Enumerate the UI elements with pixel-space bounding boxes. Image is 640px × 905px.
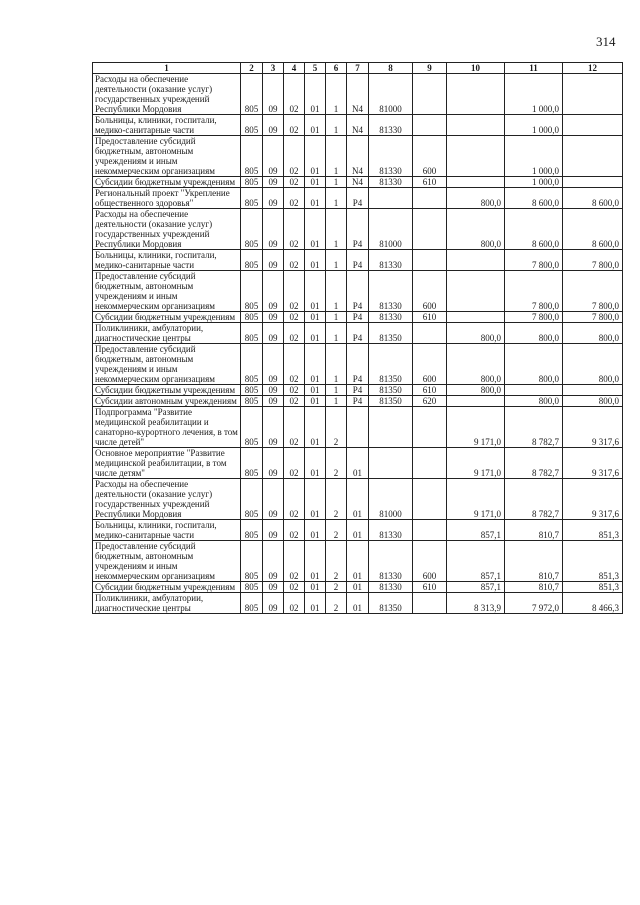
amount-year-2: 8 600,0	[505, 209, 563, 250]
code-subprogram: 2	[326, 520, 347, 541]
code-subsection: 02	[284, 582, 305, 593]
amount-year-1: 857,1	[447, 541, 505, 582]
code-expense-type: 610	[413, 312, 447, 323]
amount-year-2	[505, 385, 563, 396]
code-section: 09	[263, 209, 284, 250]
code-gov: 805	[241, 407, 263, 448]
row-name: Региональный проект "Укрепление общественного здоровья"	[93, 188, 241, 209]
row-name: Поликлиники, амбулатории, диагностические центры	[93, 323, 241, 344]
code-subprogram: 1	[326, 385, 347, 396]
amount-year-3: 8 600,0	[563, 188, 623, 209]
amount-year-2: 1 000,0	[505, 177, 563, 188]
code-subsection: 02	[284, 448, 305, 479]
row-name: Субсидии бюджетным учреждениям	[93, 177, 241, 188]
code-subprogram: 1	[326, 271, 347, 312]
code-program: 01	[305, 582, 326, 593]
code-direction: 81330	[369, 177, 413, 188]
code-section: 09	[263, 582, 284, 593]
code-gov: 805	[241, 541, 263, 582]
amount-year-3: 7 800,0	[563, 271, 623, 312]
code-event: P4	[347, 312, 369, 323]
code-subsection: 02	[284, 250, 305, 271]
amount-year-3: 8 600,0	[563, 209, 623, 250]
amount-year-3: 800,0	[563, 344, 623, 385]
amount-year-3	[563, 177, 623, 188]
amount-year-3: 851,3	[563, 520, 623, 541]
code-section: 09	[263, 312, 284, 323]
code-expense-type: 620	[413, 396, 447, 407]
code-subprogram: 2	[326, 582, 347, 593]
code-section: 09	[263, 448, 284, 479]
code-gov: 805	[241, 323, 263, 344]
table-row	[93, 385, 623, 396]
row-name: Больницы, клиники, госпитали, медико-санитарные части	[93, 250, 241, 271]
amount-year-2: 800,0	[505, 323, 563, 344]
code-direction: 81330	[369, 582, 413, 593]
code-gov: 805	[241, 312, 263, 323]
code-section: 09	[263, 323, 284, 344]
code-program: 01	[305, 177, 326, 188]
row-name: Субсидии бюджетным учреждениям	[93, 385, 241, 396]
code-subprogram: 1	[326, 323, 347, 344]
row-name: Предоставление субсидий бюджетным, автономным учреждениям и иным некоммерческим организациям	[93, 541, 241, 582]
code-gov: 805	[241, 271, 263, 312]
amount-year-3	[563, 385, 623, 396]
code-program: 01	[305, 448, 326, 479]
amount-year-2: 8 600,0	[505, 188, 563, 209]
code-event: P4	[347, 323, 369, 344]
code-event: P4	[347, 271, 369, 312]
code-expense-type	[413, 209, 447, 250]
code-expense-type	[413, 479, 447, 520]
code-program: 01	[305, 385, 326, 396]
code-event	[347, 407, 369, 448]
amount-year-2: 8 782,7	[505, 407, 563, 448]
table-row	[93, 271, 623, 312]
code-section: 09	[263, 593, 284, 614]
table-row	[93, 136, 623, 177]
code-program: 01	[305, 74, 326, 115]
code-subprogram: 2	[326, 479, 347, 520]
table-row	[93, 344, 623, 385]
code-direction: 81330	[369, 520, 413, 541]
code-section: 09	[263, 520, 284, 541]
code-subprogram: 2	[326, 593, 347, 614]
code-event: N4	[347, 177, 369, 188]
col-header: 3	[263, 63, 284, 74]
amount-year-1: 800,0	[447, 323, 505, 344]
table-row	[93, 520, 623, 541]
table-row	[93, 323, 623, 344]
code-expense-type	[413, 323, 447, 344]
amount-year-3: 9 317,6	[563, 479, 623, 520]
code-subsection: 02	[284, 312, 305, 323]
col-header: 5	[305, 63, 326, 74]
table-row	[93, 541, 623, 582]
code-subprogram: 1	[326, 115, 347, 136]
code-expense-type: 600	[413, 541, 447, 582]
code-gov: 805	[241, 188, 263, 209]
code-gov: 805	[241, 115, 263, 136]
code-subsection: 02	[284, 593, 305, 614]
amount-year-1: 9 171,0	[447, 407, 505, 448]
amount-year-1	[447, 74, 505, 115]
row-name: Предоставление субсидий бюджетным, автономным учреждениям и иным некоммерческим организациям	[93, 271, 241, 312]
amount-year-3: 8 466,3	[563, 593, 623, 614]
page-number: 314	[596, 34, 616, 49]
code-direction: 81350	[369, 593, 413, 614]
code-direction: 81000	[369, 209, 413, 250]
code-event: 01	[347, 541, 369, 582]
amount-year-2: 7 800,0	[505, 250, 563, 271]
amount-year-2: 1 000,0	[505, 74, 563, 115]
code-program: 01	[305, 323, 326, 344]
code-event: 01	[347, 593, 369, 614]
amount-year-1	[447, 396, 505, 407]
code-event: 01	[347, 479, 369, 520]
amount-year-2: 810,7	[505, 541, 563, 582]
table-row	[93, 448, 623, 479]
col-header: 11	[505, 63, 563, 74]
code-direction	[369, 188, 413, 209]
code-event: P4	[347, 250, 369, 271]
code-section: 09	[263, 385, 284, 396]
code-section: 09	[263, 136, 284, 177]
col-header: 9	[413, 63, 447, 74]
table-row	[93, 593, 623, 614]
code-expense-type: 610	[413, 177, 447, 188]
table-row	[93, 209, 623, 250]
row-name: Основное мероприятие "Развитие медицинской реабилитации, в том числе детям"	[93, 448, 241, 479]
table-row	[93, 396, 623, 407]
code-program: 01	[305, 209, 326, 250]
amount-year-2: 1 000,0	[505, 115, 563, 136]
code-program: 01	[305, 136, 326, 177]
code-section: 09	[263, 271, 284, 312]
code-subsection: 02	[284, 479, 305, 520]
code-direction: 81350	[369, 385, 413, 396]
code-subprogram: 1	[326, 188, 347, 209]
code-gov: 805	[241, 177, 263, 188]
code-event: P4	[347, 385, 369, 396]
table-row	[93, 74, 623, 115]
code-section: 09	[263, 74, 284, 115]
amount-year-1	[447, 115, 505, 136]
code-subprogram: 1	[326, 344, 347, 385]
row-name: Больницы, клиники, госпитали, медико-санитарные части	[93, 520, 241, 541]
row-name: Поликлиники, амбулатории, диагностические центры	[93, 593, 241, 614]
code-section: 09	[263, 396, 284, 407]
code-program: 01	[305, 188, 326, 209]
table-row	[93, 188, 623, 209]
amount-year-2: 7 800,0	[505, 312, 563, 323]
code-program: 01	[305, 312, 326, 323]
table-row	[93, 407, 623, 448]
code-gov: 805	[241, 582, 263, 593]
code-gov: 805	[241, 209, 263, 250]
code-event: 01	[347, 520, 369, 541]
code-direction: 81350	[369, 396, 413, 407]
amount-year-3: 7 800,0	[563, 312, 623, 323]
amount-year-2: 7 972,0	[505, 593, 563, 614]
amount-year-1: 857,1	[447, 520, 505, 541]
amount-year-3: 9 317,6	[563, 448, 623, 479]
code-expense-type: 610	[413, 582, 447, 593]
row-name: Больницы, клиники, госпитали, медико-санитарные части	[93, 115, 241, 136]
code-gov: 805	[241, 448, 263, 479]
row-name: Предоставление субсидий бюджетным, автономным учреждениям и иным некоммерческим организациям	[93, 136, 241, 177]
row-name: Субсидии бюджетным учреждениям	[93, 312, 241, 323]
col-header: 12	[563, 63, 623, 74]
code-subsection: 02	[284, 136, 305, 177]
code-subprogram: 1	[326, 312, 347, 323]
code-expense-type: 600	[413, 344, 447, 385]
code-section: 09	[263, 250, 284, 271]
code-subprogram: 2	[326, 448, 347, 479]
code-gov: 805	[241, 385, 263, 396]
amount-year-2: 7 800,0	[505, 271, 563, 312]
amount-year-1: 800,0	[447, 209, 505, 250]
code-subsection: 02	[284, 396, 305, 407]
amount-year-3: 800,0	[563, 396, 623, 407]
col-header: 10	[447, 63, 505, 74]
code-subsection: 02	[284, 323, 305, 344]
row-name: Предоставление субсидий бюджетным, автономным учреждениям и иным некоммерческим организациям	[93, 344, 241, 385]
header-row	[93, 63, 623, 74]
amount-year-2: 1 000,0	[505, 136, 563, 177]
amount-year-3: 7 800,0	[563, 250, 623, 271]
row-name: Расходы на обеспечение деятельности (оказание услуг) государственных учреждений Республики Мордовия	[93, 209, 241, 250]
amount-year-1: 857,1	[447, 582, 505, 593]
code-expense-type	[413, 115, 447, 136]
code-event: N4	[347, 115, 369, 136]
budget-table	[92, 62, 623, 614]
table-row	[93, 479, 623, 520]
amount-year-3: 851,3	[563, 541, 623, 582]
code-expense-type	[413, 593, 447, 614]
code-program: 01	[305, 520, 326, 541]
code-direction: 81330	[369, 115, 413, 136]
code-event: P4	[347, 344, 369, 385]
amount-year-3	[563, 74, 623, 115]
table-row	[93, 582, 623, 593]
code-gov: 805	[241, 593, 263, 614]
code-expense-type: 600	[413, 136, 447, 177]
code-subsection: 02	[284, 344, 305, 385]
code-expense-type	[413, 188, 447, 209]
code-program: 01	[305, 115, 326, 136]
table-row	[93, 115, 623, 136]
code-direction: 81350	[369, 344, 413, 385]
code-program: 01	[305, 250, 326, 271]
code-program: 01	[305, 407, 326, 448]
amount-year-1	[447, 250, 505, 271]
code-event: 01	[347, 582, 369, 593]
amount-year-1: 800,0	[447, 188, 505, 209]
code-event: P4	[347, 396, 369, 407]
code-expense-type	[413, 250, 447, 271]
code-gov: 805	[241, 344, 263, 385]
amount-year-2: 810,7	[505, 582, 563, 593]
code-expense-type	[413, 407, 447, 448]
code-program: 01	[305, 344, 326, 385]
row-name: Подпрограмма "Развитие медицинской реабилитации и санаторно-курортного лечения, в том числе детей"	[93, 407, 241, 448]
code-section: 09	[263, 541, 284, 582]
amount-year-3: 9 317,6	[563, 407, 623, 448]
code-subsection: 02	[284, 541, 305, 582]
amount-year-1: 9 171,0	[447, 479, 505, 520]
code-subprogram: 1	[326, 396, 347, 407]
col-header: 8	[369, 63, 413, 74]
code-section: 09	[263, 479, 284, 520]
code-expense-type	[413, 520, 447, 541]
code-direction: 81330	[369, 271, 413, 312]
amount-year-1: 9 171,0	[447, 448, 505, 479]
code-direction: 81000	[369, 74, 413, 115]
code-gov: 805	[241, 136, 263, 177]
code-subprogram: 2	[326, 407, 347, 448]
code-subsection: 02	[284, 271, 305, 312]
code-subsection: 02	[284, 115, 305, 136]
code-subsection: 02	[284, 407, 305, 448]
amount-year-3	[563, 136, 623, 177]
amount-year-1	[447, 177, 505, 188]
amount-year-3	[563, 115, 623, 136]
row-name: Субсидии бюджетным учреждениям	[93, 582, 241, 593]
table-body	[93, 74, 623, 614]
code-event: N4	[347, 136, 369, 177]
code-program: 01	[305, 396, 326, 407]
col-header: 4	[284, 63, 305, 74]
code-program: 01	[305, 593, 326, 614]
code-event: P4	[347, 209, 369, 250]
code-expense-type	[413, 448, 447, 479]
code-subsection: 02	[284, 209, 305, 250]
code-gov: 805	[241, 250, 263, 271]
amount-year-1: 800,0	[447, 344, 505, 385]
code-program: 01	[305, 541, 326, 582]
amount-year-1: 8 313,9	[447, 593, 505, 614]
code-event: N4	[347, 74, 369, 115]
amount-year-1: 800,0	[447, 385, 505, 396]
table-row	[93, 250, 623, 271]
code-gov: 805	[241, 396, 263, 407]
code-expense-type: 610	[413, 385, 447, 396]
code-expense-type: 600	[413, 271, 447, 312]
code-subprogram: 1	[326, 74, 347, 115]
amount-year-1	[447, 271, 505, 312]
code-direction: 81330	[369, 136, 413, 177]
code-subprogram: 2	[326, 541, 347, 582]
code-subsection: 02	[284, 74, 305, 115]
code-section: 09	[263, 177, 284, 188]
code-direction: 81330	[369, 250, 413, 271]
table-row	[93, 177, 623, 188]
amount-year-2: 8 782,7	[505, 479, 563, 520]
code-gov: 805	[241, 74, 263, 115]
code-subsection: 02	[284, 520, 305, 541]
code-subprogram: 1	[326, 250, 347, 271]
col-header: 2	[241, 63, 263, 74]
row-name: Субсидии автономным учреждениям	[93, 396, 241, 407]
code-section: 09	[263, 188, 284, 209]
code-subsection: 02	[284, 177, 305, 188]
code-gov: 805	[241, 520, 263, 541]
amount-year-1	[447, 136, 505, 177]
code-program: 01	[305, 271, 326, 312]
amount-year-2: 810,7	[505, 520, 563, 541]
code-subprogram: 1	[326, 177, 347, 188]
code-event: 01	[347, 448, 369, 479]
code-section: 09	[263, 407, 284, 448]
code-direction	[369, 448, 413, 479]
amount-year-1	[447, 312, 505, 323]
code-event: P4	[347, 188, 369, 209]
code-program: 01	[305, 479, 326, 520]
code-expense-type	[413, 74, 447, 115]
amount-year-3: 800,0	[563, 323, 623, 344]
col-header: 1	[93, 63, 241, 74]
code-direction: 81350	[369, 323, 413, 344]
code-gov: 805	[241, 479, 263, 520]
row-name: Расходы на обеспечение деятельности (оказание услуг) государственных учреждений Республики Мордовия	[93, 479, 241, 520]
amount-year-2: 800,0	[505, 344, 563, 385]
code-subprogram: 1	[326, 136, 347, 177]
code-direction	[369, 407, 413, 448]
code-direction: 81330	[369, 312, 413, 323]
code-section: 09	[263, 115, 284, 136]
amount-year-2: 8 782,7	[505, 448, 563, 479]
code-subsection: 02	[284, 188, 305, 209]
code-subsection: 02	[284, 385, 305, 396]
amount-year-3: 851,3	[563, 582, 623, 593]
code-subprogram: 1	[326, 209, 347, 250]
table-row	[93, 312, 623, 323]
col-header: 6	[326, 63, 347, 74]
code-section: 09	[263, 344, 284, 385]
amount-year-2: 800,0	[505, 396, 563, 407]
col-header: 7	[347, 63, 369, 74]
code-direction: 81000	[369, 479, 413, 520]
code-direction: 81330	[369, 541, 413, 582]
row-name: Расходы на обеспечение деятельности (оказание услуг) государственных учреждений Республики Мордовия	[93, 74, 241, 115]
